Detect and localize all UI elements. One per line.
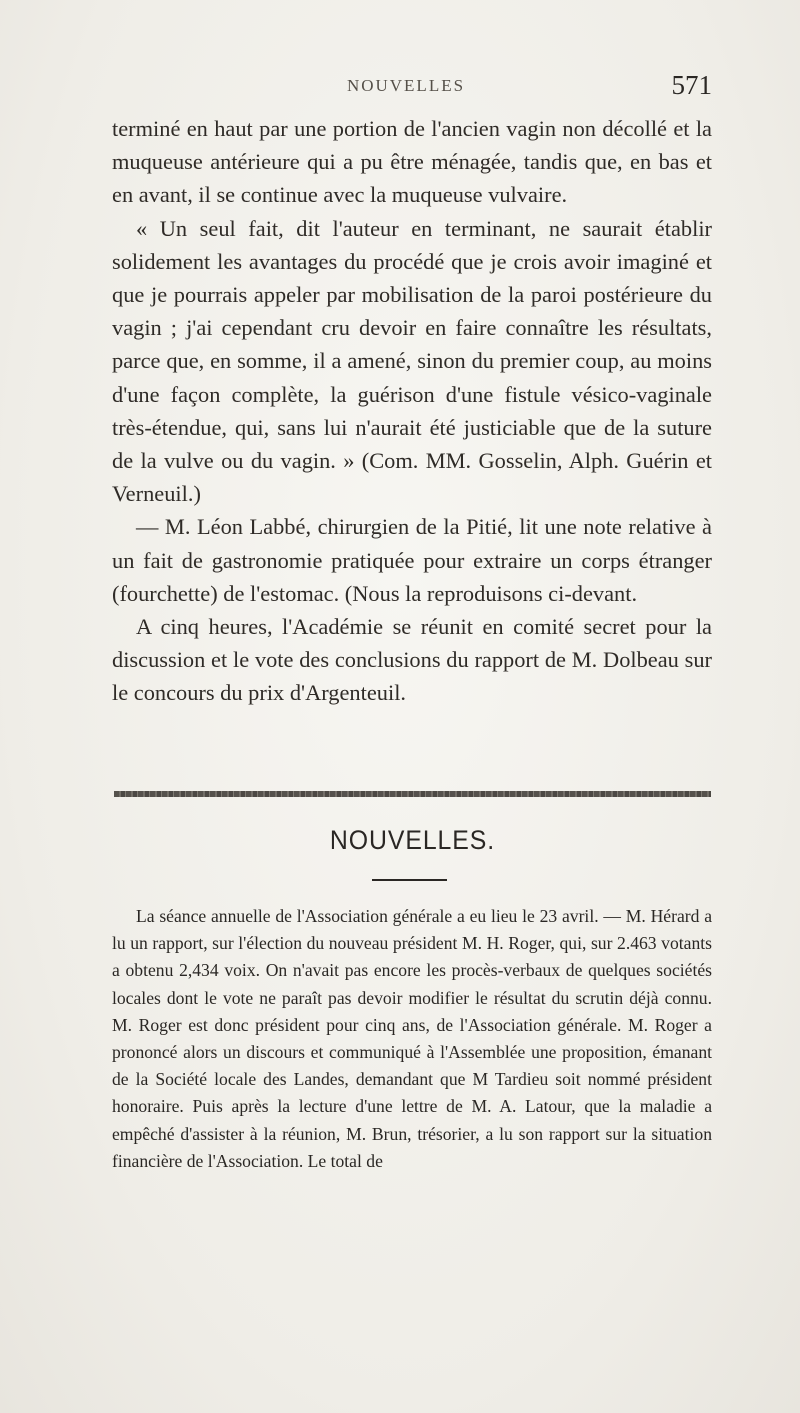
running-head [100,70,712,100]
news-text [112,903,712,1175]
paragraph-secret-committee: A cinq heures, l'Académie se réunit en comité secret pour la discussion et le vote des conclusions du rapport de M. Dolbeau sur le concours du prix d'Argenteuil. [112,614,712,706]
short-divider [372,879,447,881]
ornamental-rule [114,791,711,797]
paragraph-quote: « Un seul fait, dit l'auteur en terminant, ne saurait établir solidement les avantages du procédé que je crois avoir imaginé et que je pourrais appeler par mobilisation de la paroi postérieure du vagin ; j'ai cependant cru devoir en faire connaître les résultats, parce que, en somme, il a amené, sinon du premier coup, au moins d'une façon complète, la guérison d'une fistule vésico-vaginale très-étendue, qui, sans lui n'aurait été justiciable que de la suture de la vulve ou du vagin. » (Com. MM. Gosselin, Alph. Guérin et Verneuil.) [112,215,712,507]
running-title: NOUVELLES [346,76,466,95]
paragraph-labbe-note: — M. Léon Labbé, chirurgien de la Pitié, lit une note relative à un fait de gastronomie pratiquée pour extraire un corps étranger (fourchette) de l'estomac. (Nous la reproduisons ci-devant. [112,514,712,606]
news-paragraph: La séance annuelle de l'Association générale a eu lieu le 23 avril. — M. Hérard a lu un rapport, sur l'élection du nouveau président M. H. Roger, qui, sur 2.463 votants a obtenu 2,434 voix. On n'avait pas encore les procès-verbaux de quelques sociétés locales dont le vote ne paraît pas devoir modifier le résultat du scrutin déjà connu. M. Roger est donc président pour cinq ans, de l'Association générale. M. Roger a prononcé alors un discours et communiqué à l'Assemblée une proposition, émanant de la Société locale des Landes, demandant que M Tardieu soit nommé président honoraire. Puis après la lecture d'une lettre de M. A. Latour, que la maladie a empêché d'assister à la réunion, M. Brun, trésorier, a lu son rapport sur la situation financière de l'Association. Le total de [112,906,712,1171]
paragraph-continuation: terminé en haut par une portion de l'ancien vagin non décollé et la muqueuse antérieure qui a pu être ménagée, tandis que, en bas et en avant, il se continue avec la muqueuse vulvaire. [112,116,712,208]
section-title: NOUVELLES. [329,825,496,855]
page-number: 571 [671,70,712,100]
body-text [112,112,712,710]
